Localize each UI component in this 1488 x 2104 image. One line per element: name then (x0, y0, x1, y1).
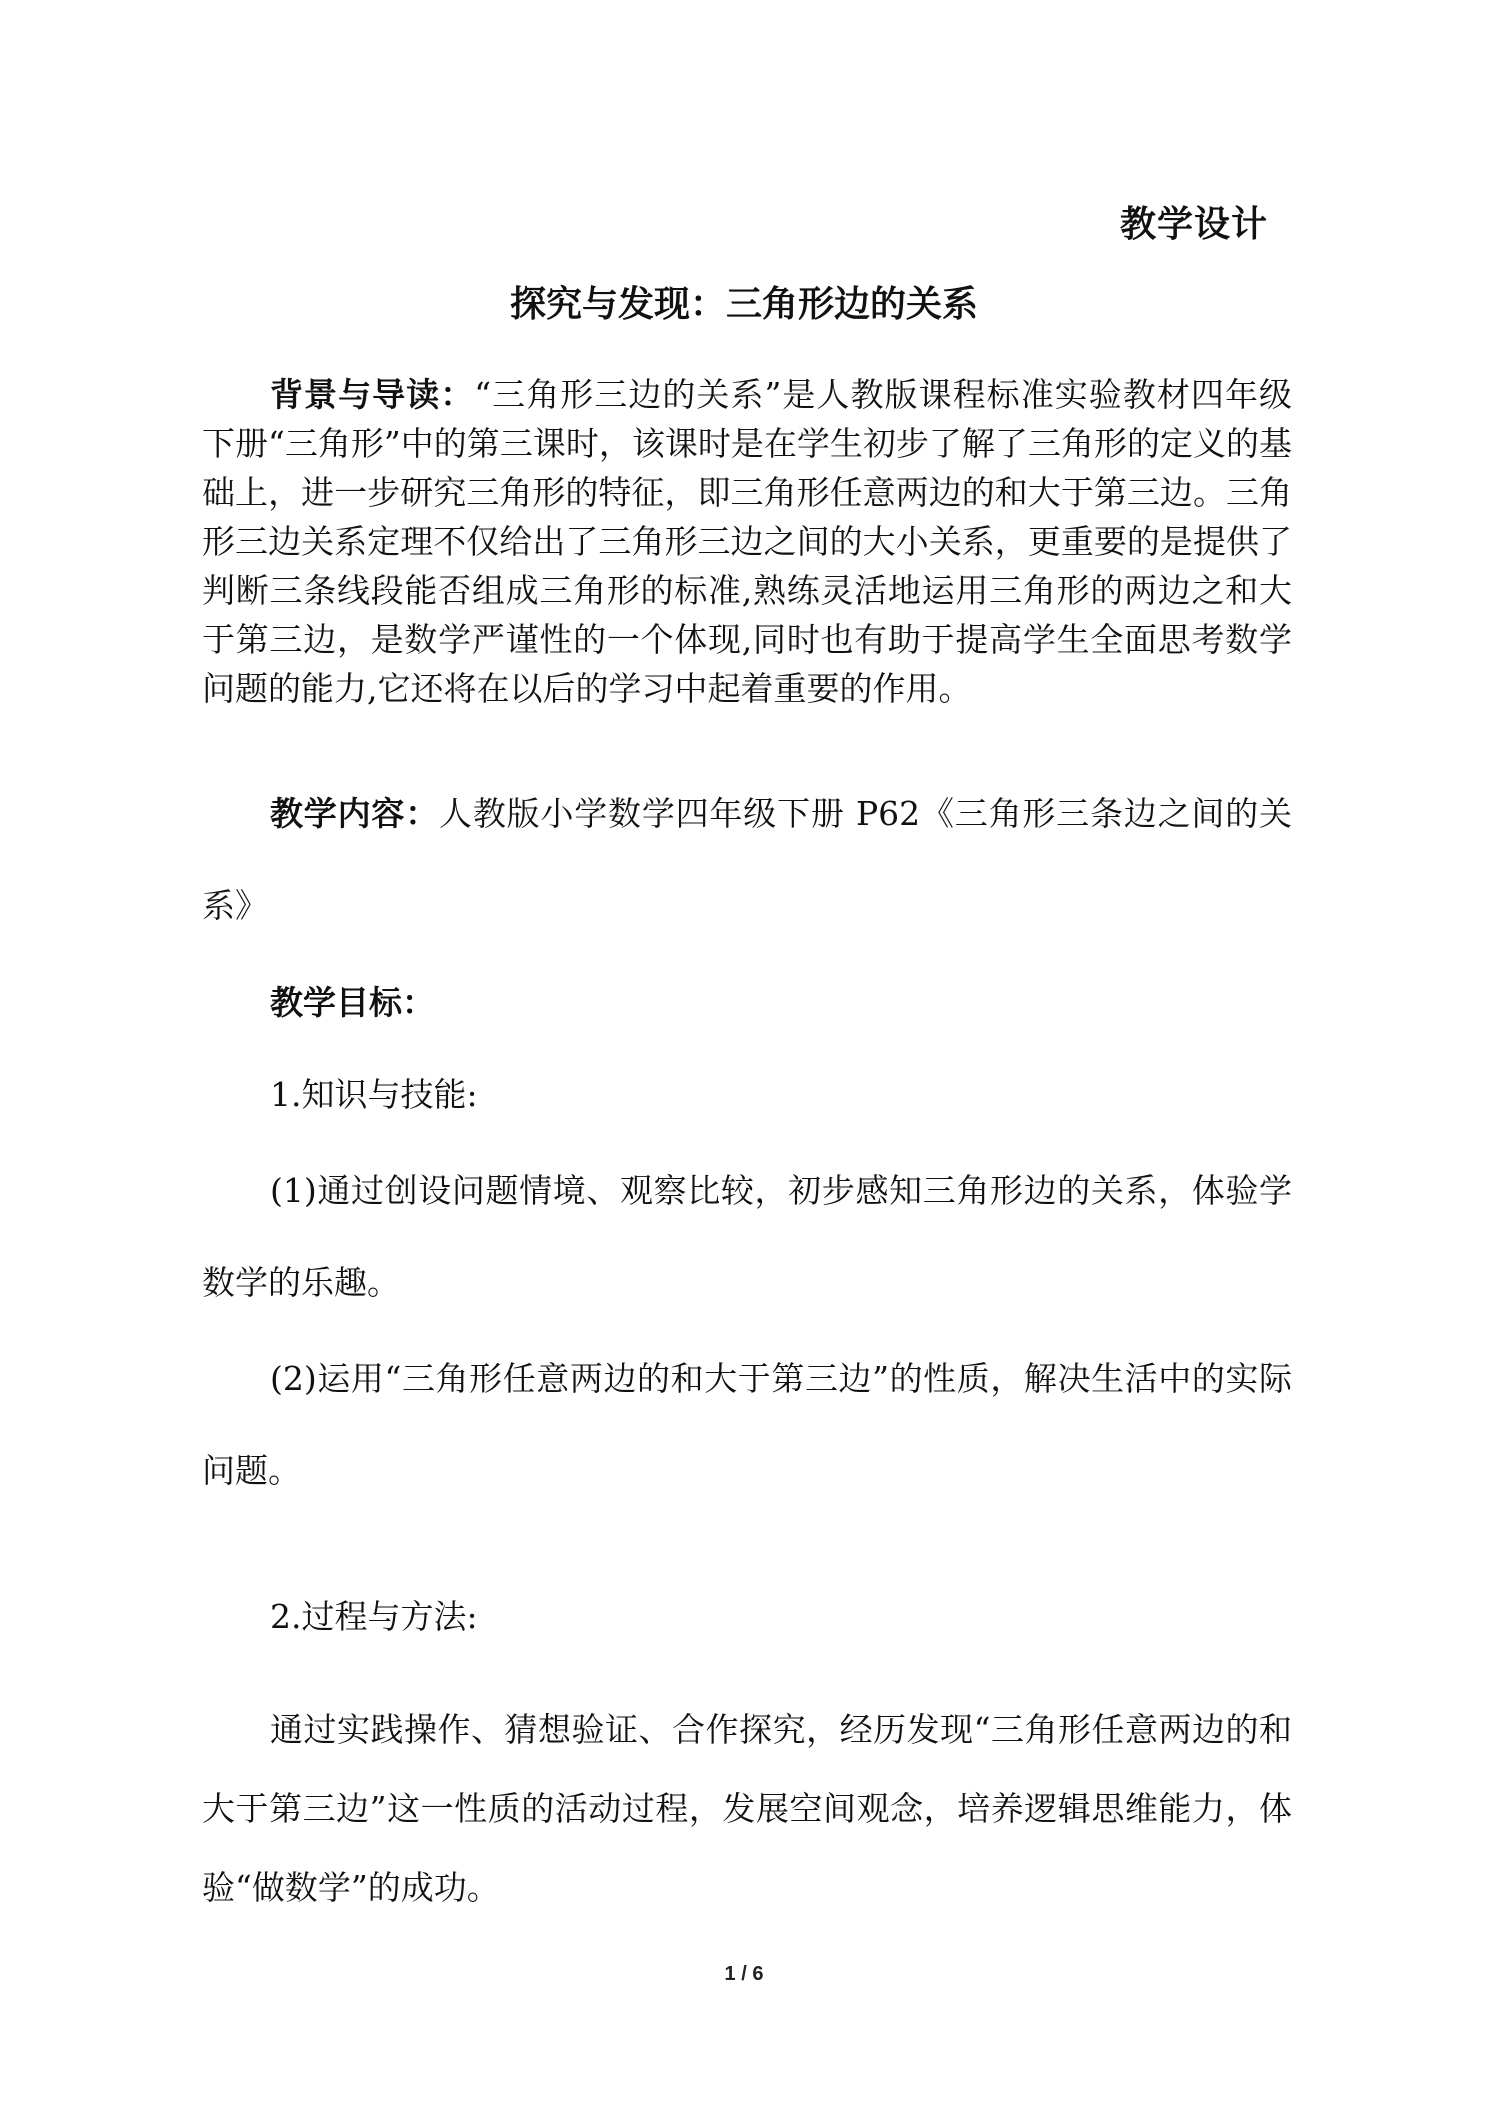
objective-item-1: (1)通过创设问题情境、观察比较，初步感知三角形边的关系，体验学数学的乐趣。 (202, 1171, 1292, 1302)
background-lead: 背景与导读： (270, 375, 475, 414)
section1-heading: 1.知识与技能: (270, 1075, 478, 1114)
background-text: “三角形三边的关系”是人教版课程标准实验教材四年级下册“三角形”中的第三课时，该课时是在学生初步了解了三角形的定义的基础上，进一步研究三角形的特征，即三角形任意两边的和大于第三边。三角形三边关系定理不仅给出了三角形三边之间的大小关系，更重要的是提供了判断三条线段能否组成三角形的标准,熟练灵活地运用三角形的两边之和大于第三边，是数学严谨性的一个体现,同时也有助于提高学生全面思考数学问题的能力,它还将在以后的学习中起着重要的作用。 (202, 375, 1292, 708)
document-title: 探究与发现：三角形边的关系 (509, 284, 978, 325)
content-text: 人教版小学数学四年级下册 P62《三角形三条边之间的关系》 (202, 794, 1293, 925)
document-label: 教学设计 (1119, 204, 1268, 245)
section2-heading: 2.过程与方法: (270, 1597, 478, 1636)
content-lead: 教学内容： (270, 794, 440, 833)
content-paragraph (202, 768, 1292, 952)
objectives-heading: 教学目标： (270, 983, 435, 1022)
page-number: 1 / 6 (724, 1963, 764, 1985)
process-paragraph: 通过实践操作、猜想验证、合作探究，经历发现“三角形任意两边的和大于第三边”这一性质的活动过程，发展空间观念，培养逻辑思维能力，体验“做数学”的成功。 (202, 1710, 1292, 1907)
objective-item-2: (2)运用“三角形任意两边的和大于第三边”的性质，解决生活中的实际问题。 (202, 1359, 1292, 1490)
background-paragraph (202, 370, 1292, 713)
